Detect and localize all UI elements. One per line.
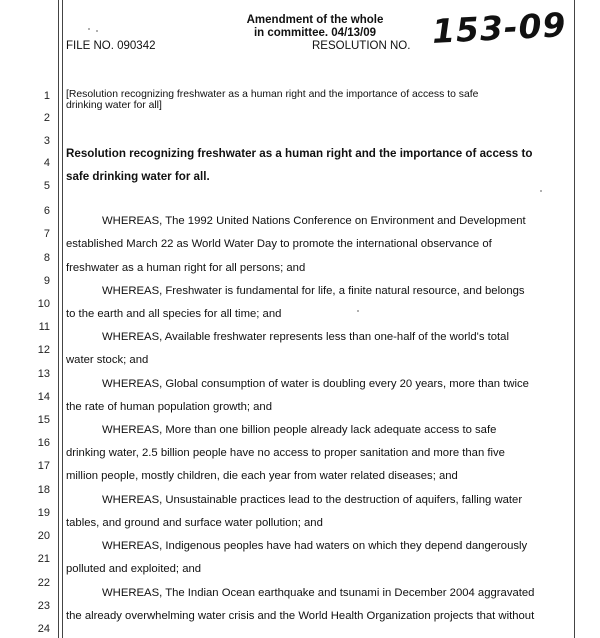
line-number: 1 bbox=[43, 90, 50, 102]
line-number: 8 bbox=[43, 252, 50, 264]
body-line: WHEREAS, Unsustainable practices lead to the destruction of aquifers, falling water bbox=[102, 494, 523, 506]
line-number: 11 bbox=[38, 321, 50, 333]
body-line: freshwater as a human right for all persons; and bbox=[66, 262, 306, 274]
line-number: 7 bbox=[43, 228, 50, 240]
resolution-number-label: RESOLUTION NO. bbox=[312, 40, 411, 52]
body-line: polluted and exploited; and bbox=[66, 563, 202, 575]
body-line: to the earth and all species for all time; and bbox=[66, 308, 282, 320]
line-number: 2 bbox=[43, 112, 50, 124]
bracket-title-line-2: drinking water for all] bbox=[66, 100, 162, 111]
amendment-line-2: in committee. 04/13/09 bbox=[253, 27, 377, 39]
body-line: the already overwhelming water crisis and the World Health Organization projects that without bbox=[66, 610, 535, 622]
scan-speck bbox=[96, 30, 98, 32]
body-line: tables, and ground and surface water pollution; and bbox=[66, 517, 323, 529]
scan-speck bbox=[88, 28, 90, 30]
body-line: WHEREAS, Available freshwater represents less than one-half of the world's total bbox=[102, 331, 509, 343]
line-number: 9 bbox=[43, 275, 50, 287]
body-line: WHEREAS, More than one billion people already lack adequate access to safe bbox=[102, 424, 497, 436]
line-number: 17 bbox=[37, 460, 50, 472]
body-line: million people, mostly children, die each year from water related diseases; and bbox=[66, 470, 458, 482]
line-number: 20 bbox=[37, 530, 50, 542]
body-line: drinking water, 2.5 billion people have no access to proper sanitation and more than five bbox=[66, 447, 505, 459]
amendment-line-1: Amendment of the whole bbox=[246, 14, 384, 26]
scan-speck bbox=[540, 190, 542, 192]
line-number: 13 bbox=[37, 368, 50, 380]
resolution-title-line-1: Resolution recognizing freshwater as a human right and the importance of access to bbox=[66, 147, 533, 160]
line-number: 4 bbox=[43, 157, 50, 169]
body-line: WHEREAS, The Indian Ocean earthquake and tsunami in December 2004 aggravated bbox=[102, 587, 535, 599]
line-number: 19 bbox=[37, 507, 50, 519]
file-number: FILE NO. 090342 bbox=[66, 40, 156, 52]
line-number: 10 bbox=[37, 298, 50, 310]
line-number: 24 bbox=[37, 623, 50, 635]
body-line: established March 22 as World Water Day to promote the international observance of bbox=[66, 238, 492, 250]
line-number: 5 bbox=[43, 180, 50, 192]
line-number: 12 bbox=[37, 344, 50, 356]
amendment-note bbox=[230, 14, 400, 40]
line-number: 22 bbox=[37, 577, 50, 589]
line-number: 18 bbox=[37, 484, 50, 496]
body-line: WHEREAS, Freshwater is fundamental for life, a finite natural resource, and belongs bbox=[102, 285, 525, 297]
scan-speck bbox=[357, 310, 359, 312]
line-number: 21 bbox=[37, 553, 50, 565]
line-number: 16 bbox=[37, 437, 50, 449]
body-line: the rate of human population growth; and bbox=[66, 401, 272, 413]
line-number: 6 bbox=[43, 205, 50, 217]
line-number: 14 bbox=[37, 391, 50, 403]
body-line: water stock; and bbox=[66, 354, 149, 366]
margin-rule-left-outer bbox=[58, 0, 59, 638]
margin-rule-right bbox=[574, 0, 575, 638]
line-number: 3 bbox=[43, 135, 50, 147]
body-line: WHEREAS, Global consumption of water is doubling every 20 years, more than twice bbox=[102, 378, 529, 390]
bracket-title-line-1: [Resolution recognizing freshwater as a human right and the importance of access to safe bbox=[66, 89, 479, 100]
body-line: WHEREAS, The 1992 United Nations Conference on Environment and Development bbox=[102, 215, 526, 227]
line-number: 15 bbox=[37, 414, 50, 426]
line-number: 23 bbox=[37, 600, 50, 612]
resolution-title-line-2: safe drinking water for all. bbox=[66, 170, 210, 183]
margin-rule-left-inner bbox=[62, 0, 63, 638]
handwritten-resolution-number: 153-09 bbox=[430, 4, 568, 51]
body-line: WHEREAS, Indigenous peoples have had waters on which they depend dangerously bbox=[102, 540, 528, 552]
